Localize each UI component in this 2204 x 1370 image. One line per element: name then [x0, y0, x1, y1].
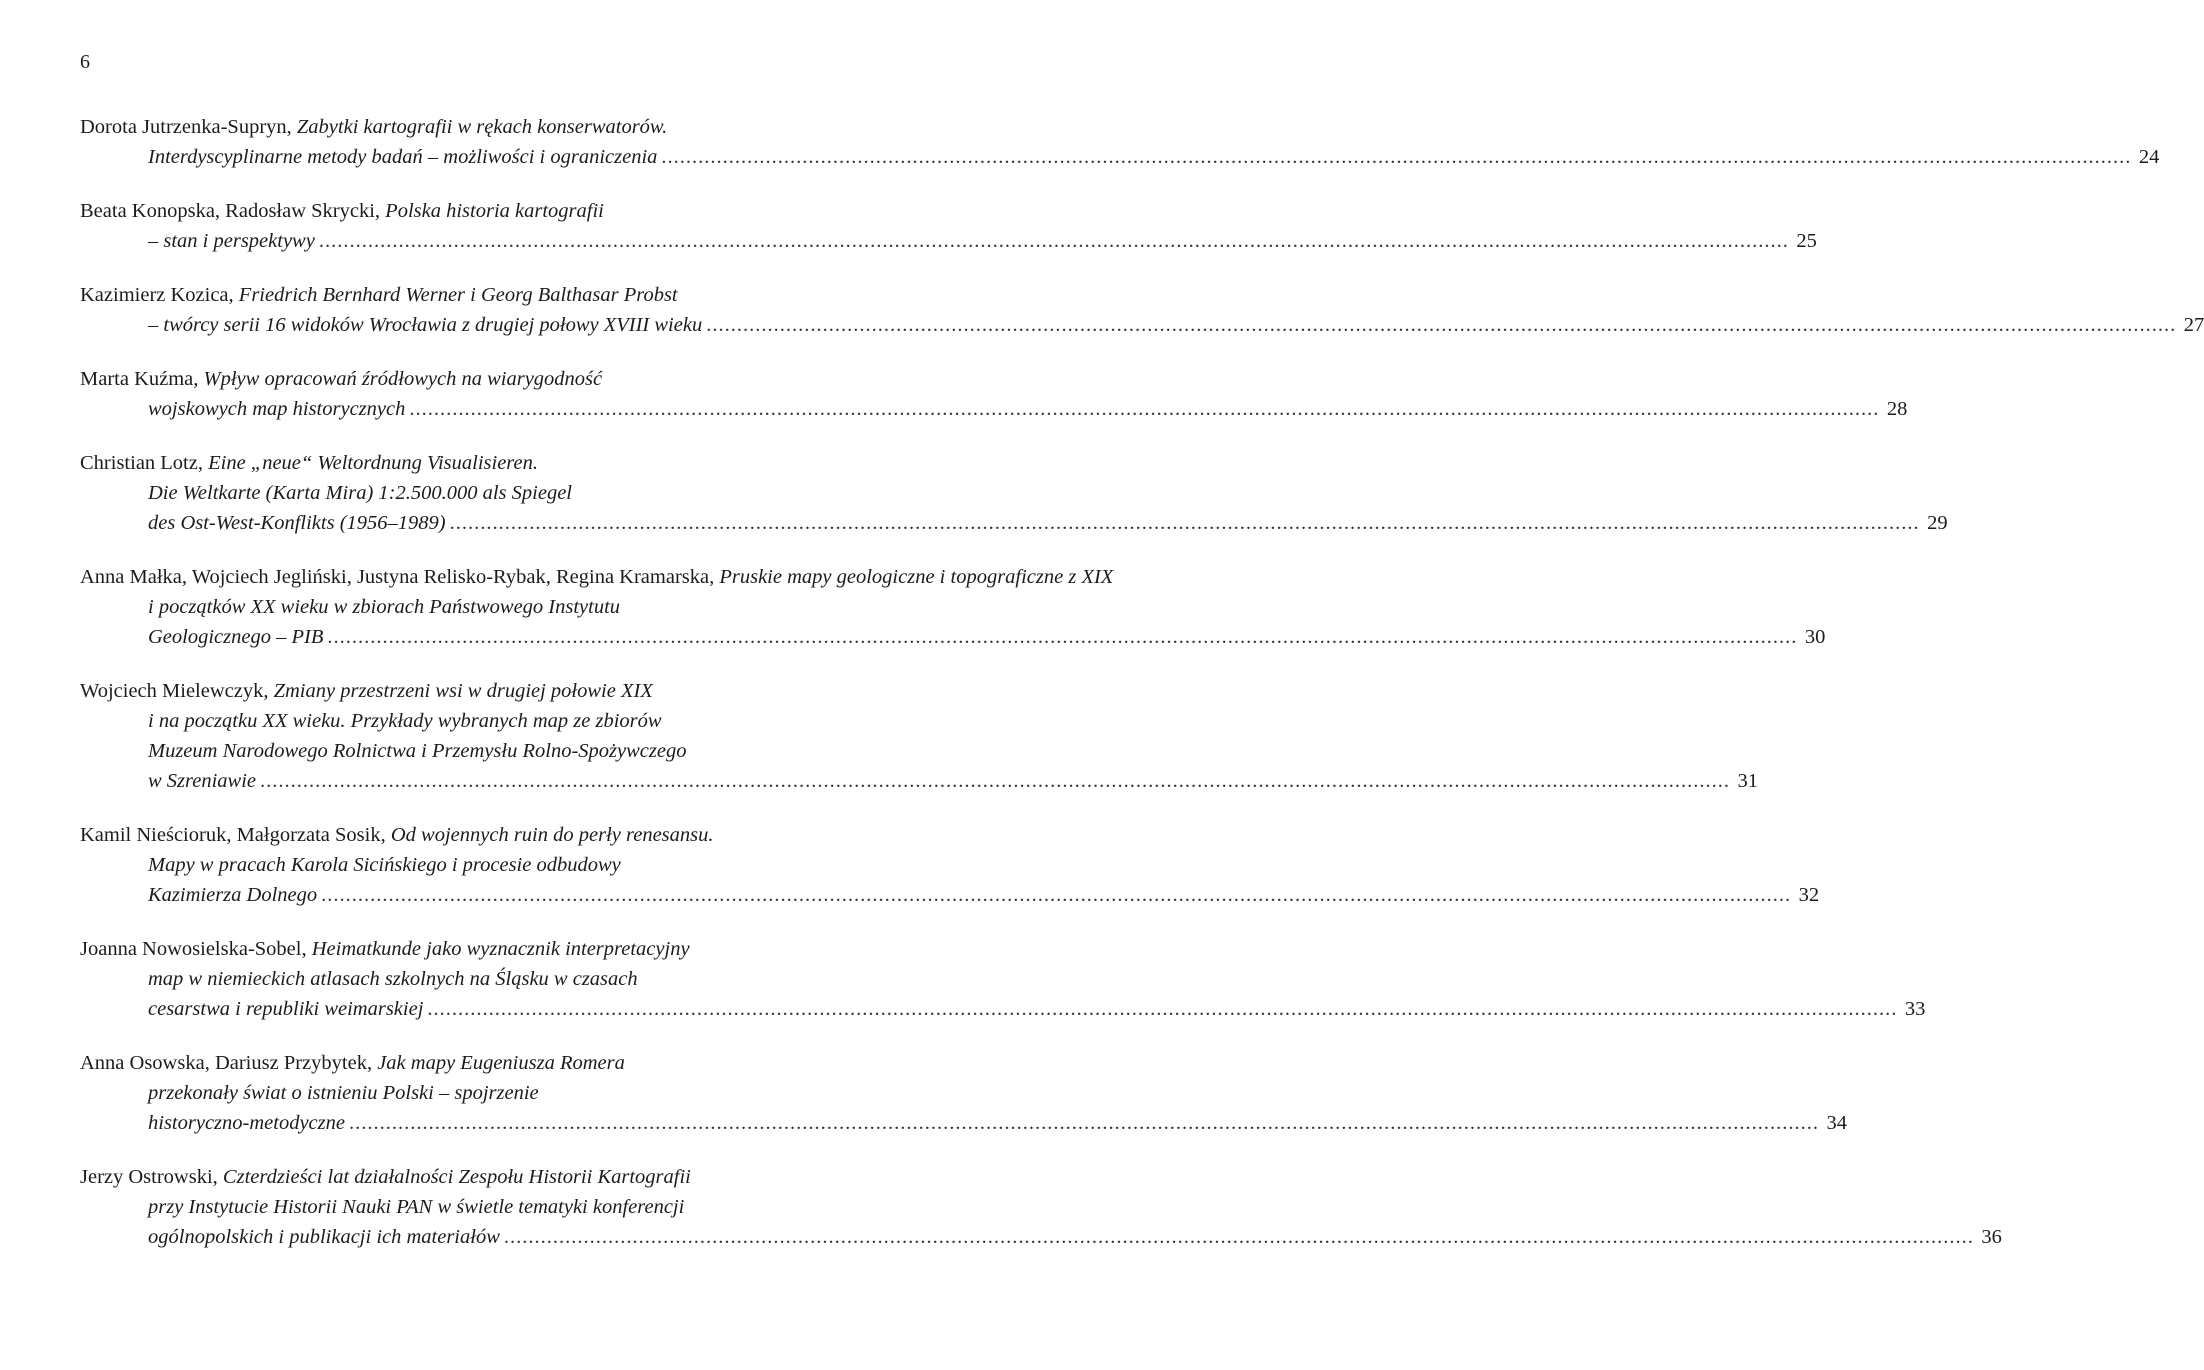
toc-entry: [80, 280, 2204, 340]
entry-authors: Kazimierz Kozica,: [80, 284, 234, 306]
dot-leader: [260, 766, 1730, 796]
toc-entry: [80, 196, 1817, 256]
entry-title: Kazimierza Dolnego: [148, 884, 318, 906]
dot-leader: [409, 394, 1879, 424]
toc-entry: [80, 1048, 1847, 1138]
entry-continuation-line: [80, 1108, 1847, 1138]
entry-authors: Dorota Jutrzenka-Supryn,: [80, 116, 292, 138]
entry-first-line: [80, 1048, 864, 1078]
entry-authors: Kamil Nieścioruk, Małgorzata Sosik,: [80, 824, 386, 846]
entry-title: Jak mapy Eugeniusza Romera: [377, 1052, 625, 1074]
entry-continuation-line: [80, 706, 864, 736]
entry-title: – twórcy serii 16 widoków Wrocławia z drugiej połowy XVIII wieku: [148, 314, 703, 336]
entry-page-number: 27: [2183, 314, 2204, 336]
dot-leader: [319, 226, 1789, 256]
entry-continuation-line: [80, 142, 2160, 172]
entry-continuation-line: [80, 478, 864, 508]
entry-authors: Joanna Nowosielska-Sobel,: [80, 938, 307, 960]
entry-first-line: [80, 364, 864, 394]
toc-entry: [80, 676, 1759, 796]
dot-leader: [661, 142, 2131, 172]
entry-title: Heimatkunde jako wyznacznik interpretacyjny: [311, 938, 690, 960]
entry-title: przy Instytucie Historii Nauki PAN w świetle tematyki konferencji: [148, 1196, 685, 1218]
entry-title: Od wojennych ruin do perły renesansu.: [390, 824, 714, 846]
entry-page-number: 28: [1886, 398, 1908, 420]
entry-title: Zabytki kartografii w rękach konserwatorów.: [296, 116, 668, 138]
entry-title: i na początku XX wieku. Przykłady wybranych map ze zbiorów: [148, 710, 662, 732]
entry-first-line: [80, 280, 864, 310]
entry-page-number: 36: [1981, 1226, 2002, 1248]
entry-title: Geologicznego – PIB: [148, 626, 324, 648]
toc-entry: [80, 562, 1826, 652]
toc-entry: [80, 112, 2160, 172]
toc-entry: [80, 820, 1820, 910]
entry-page-number: 30: [1804, 626, 1826, 648]
dot-leader: [321, 880, 1791, 910]
entry-title: w Szreniawie: [148, 770, 257, 792]
page-number: 6: [80, 51, 90, 73]
entry-title: Czterdzieści lat działalności Zespołu Historii Kartografii: [222, 1166, 691, 1188]
dot-leader: [427, 994, 1897, 1024]
entry-authors: Wojciech Mielewczyk,: [80, 680, 269, 702]
entry-continuation-line: [80, 964, 864, 994]
entry-title: wojskowych map historycznych: [148, 398, 406, 420]
entry-continuation-line: [80, 394, 1908, 424]
entry-continuation-line: [80, 1222, 2002, 1252]
entry-title: Interdyscyplinarne metody badań – możliwości i ograniczenia: [148, 146, 658, 168]
entry-continuation-line: [80, 622, 1826, 652]
entry-title: Polska historia kartografii: [385, 200, 604, 222]
entry-title: Wpływ opracowań źródłowych na wiarygodność: [203, 368, 603, 390]
entry-title: Pruskie mapy geologiczne i topograficzne z XIX: [719, 566, 1114, 588]
entry-title: Eine „neue“ Weltordnung Visualisieren.: [208, 452, 538, 474]
entry-authors: Jerzy Ostrowski,: [80, 1166, 218, 1188]
entry-page-number: 32: [1798, 884, 1820, 906]
entry-page-number: 25: [1796, 230, 1817, 252]
toc-entry: [80, 1162, 2002, 1252]
entry-authors: Beata Konopska, Radosław Skrycki,: [80, 200, 381, 222]
entry-title: cesarstwa i republiki weimarskiej: [148, 998, 424, 1020]
entry-continuation-line: [80, 1192, 864, 1222]
toc-entry: [80, 364, 1908, 424]
toc-entry: [80, 934, 1926, 1024]
entry-authors: Anna Małka, Wojciech Jegliński, Justyna Relisko-Rybak, Regina Kramarska,: [80, 566, 715, 588]
entry-first-line: [80, 196, 864, 226]
entry-title: Die Weltkarte (Karta Mira) 1:2.500.000 als Spiegel: [148, 482, 572, 504]
entry-title: i początków XX wieku w zbiorach Państwowego Instytutu: [148, 596, 621, 618]
entry-authors: Anna Osowska, Dariusz Przybytek,: [80, 1052, 373, 1074]
entry-first-line: [80, 934, 864, 964]
entry-title: Friedrich Bernhard Werner i Georg Balthasar Probst: [238, 284, 678, 306]
entry-title: – stan i perspektywy: [148, 230, 315, 252]
entry-continuation-line: [80, 226, 1817, 256]
entry-title: map w niemieckich atlasach szkolnych na Śląsku w czasach: [148, 968, 638, 990]
entry-title: przekonały świat o istnieniu Polski – spojrzenie: [148, 1082, 539, 1104]
entry-title: Muzeum Narodowego Rolnictwa i Przemysłu Rolno-Spożywczego: [148, 740, 687, 762]
table-of-contents: [80, 112, 2204, 1276]
entry-continuation-line: [80, 880, 1820, 910]
entry-authors: Marta Kuźma,: [80, 368, 199, 390]
entry-page-number: 31: [1737, 770, 1759, 792]
entry-continuation-line: [80, 850, 864, 880]
entry-page-number: 33: [1904, 998, 1926, 1020]
entry-title: historyczno-metodyczne: [148, 1112, 345, 1134]
entry-authors: Christian Lotz,: [80, 452, 203, 474]
entry-title: Zmiany przestrzeni wsi w drugiej połowie XIX: [273, 680, 653, 702]
entry-first-line: [80, 676, 864, 706]
toc-entry: [80, 448, 1948, 538]
entry-continuation-line: [80, 766, 1759, 796]
entry-first-line: [80, 448, 864, 478]
dot-leader: [504, 1222, 1974, 1252]
entry-first-line: [80, 820, 864, 850]
entry-first-line: [80, 112, 864, 142]
entry-continuation-line: [80, 310, 2204, 340]
entry-first-line: [80, 1162, 864, 1192]
entry-first-line: [80, 562, 1114, 592]
dot-leader: [450, 508, 1920, 538]
entry-page-number: 29: [1927, 512, 1948, 534]
entry-continuation-line: [80, 592, 864, 622]
entry-title: ogólnopolskich i publikacji ich materiałów: [148, 1226, 500, 1248]
dot-leader: [327, 622, 1797, 652]
dot-leader: [349, 1108, 1819, 1138]
entry-page-number: 24: [2138, 146, 2160, 168]
entry-title: Mapy w pracach Karola Sicińskiego i procesie odbudowy: [148, 854, 621, 876]
entry-continuation-line: [80, 508, 1948, 538]
dot-leader: [706, 310, 2176, 340]
entry-continuation-line: [80, 1078, 864, 1108]
entry-continuation-line: [80, 736, 864, 766]
entry-title: des Ost-West-Konflikts (1956–1989): [148, 512, 446, 534]
entry-continuation-line: [80, 994, 1926, 1024]
entry-page-number: 34: [1826, 1112, 1847, 1134]
